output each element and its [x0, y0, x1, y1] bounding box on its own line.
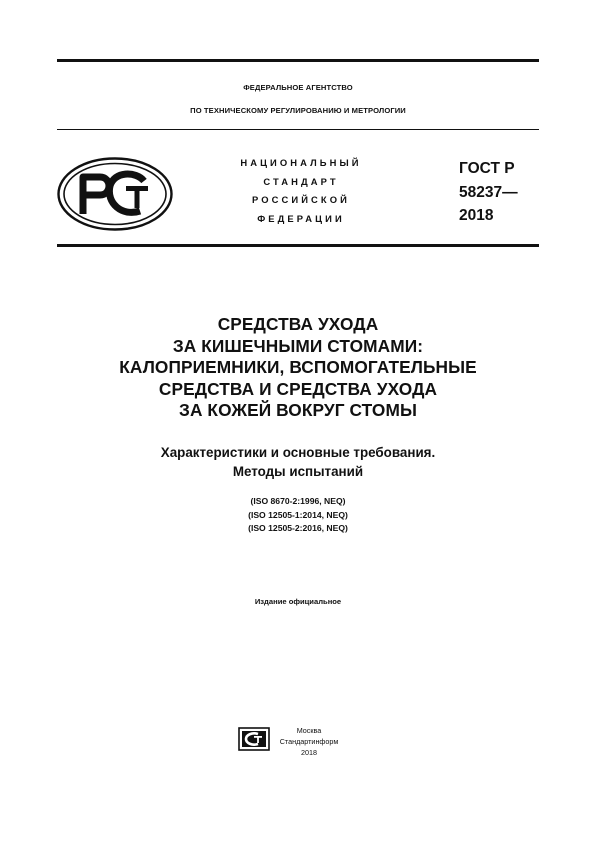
title-line: КАЛОПРИЕМНИКИ, ВСПОМОГАТЕЛЬНЫЕ: [119, 357, 477, 377]
title-line: СРЕДСТВА УХОДА: [217, 314, 379, 334]
iso-reference: (ISO 8670-2:1996, NEQ): [250, 496, 346, 506]
subtitle-line: Методы испытаний: [232, 464, 364, 479]
national-standard-line: СТАНДАРТ: [263, 175, 339, 187]
document-title: [57, 314, 539, 422]
national-standard-line: РОССИЙСКОЙ: [252, 194, 350, 205]
national-standard-line: ФЕДЕРАЦИИ: [257, 212, 345, 224]
designation-line: 2018: [459, 207, 494, 224]
national-standard-label: [213, 154, 389, 228]
header-rule-top: [57, 129, 539, 130]
document-subtitle: [57, 443, 539, 481]
publication-year: 2018: [301, 747, 317, 757]
agency-line-2: ПО ТЕХНИЧЕСКОМУ РЕГУЛИРОВАНИЮ И МЕТРОЛОГИИ: [190, 106, 406, 115]
publisher-name: Стандартинформ: [279, 736, 339, 746]
title-line: ЗА КИШЕЧНЫМИ СТОМАМИ:: [172, 335, 424, 356]
standartinform-logo-icon: [237, 726, 271, 752]
publisher-city: Москва: [296, 726, 322, 735]
iso-reference: (ISO 12505-2:2016, NEQ): [248, 523, 348, 533]
gost-r-certification-mark-icon: [56, 156, 174, 232]
top-rule: [57, 59, 539, 62]
title-line: СРЕДСТВА И СРЕДСТВА УХОДА: [158, 378, 438, 399]
iso-references: [57, 495, 539, 536]
national-standard-line: НАЦИОНАЛЬНЫЙ: [240, 157, 362, 168]
title-line: ЗА КОЖЕЙ ВОКРУГ СТОМЫ: [179, 400, 417, 420]
designation-line: 58237—: [459, 183, 518, 201]
iso-reference: (ISO 12505-1:2014, NEQ): [248, 509, 348, 520]
standard-designation: [459, 157, 539, 228]
publisher-info: [278, 726, 340, 758]
edition-label: Издание официальное: [254, 597, 342, 606]
subtitle-line: Характеристики и основные требования.: [160, 445, 436, 460]
agency-line-1: ФЕДЕРАЛЬНОЕ АГЕНТСТВО: [243, 83, 353, 92]
header-rule-bottom: [57, 244, 539, 247]
designation-line: ГОСТ Р: [459, 160, 515, 177]
